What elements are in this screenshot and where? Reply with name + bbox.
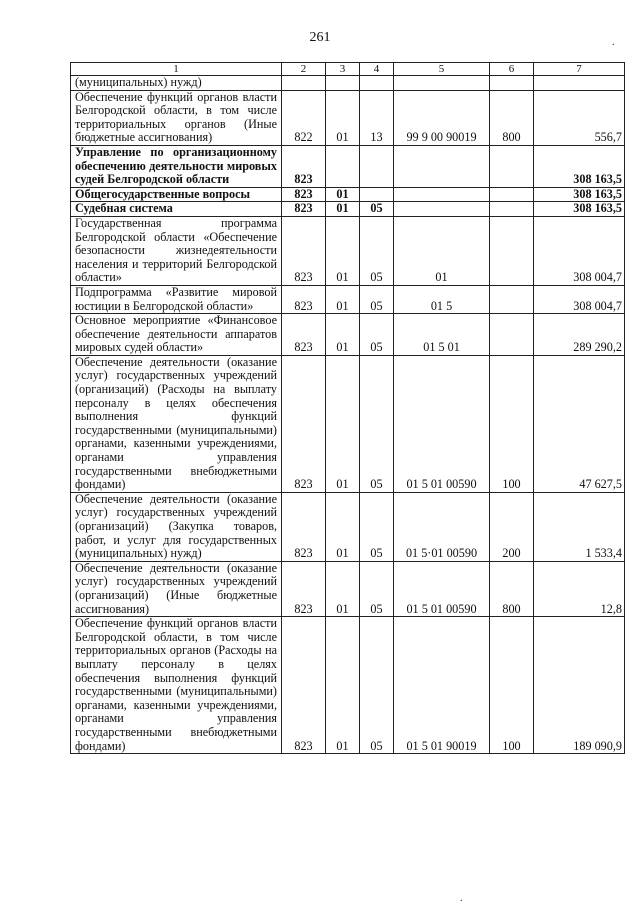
row-expense-type bbox=[490, 145, 534, 187]
row-target-article: 01 5 01 00590 bbox=[394, 561, 490, 616]
row-name: Обеспечение деятельности (оказание услуг) государственных учреждений (организаций) (Расходы на выплату персоналу в целях обеспечения выполнения функций государственными (муниципальными) органами, казенными учреждениями, органами управления государственными внебюджетными фондами) bbox=[71, 355, 282, 492]
row-target-article: 01 bbox=[394, 216, 490, 285]
row-subsection: 05 bbox=[360, 314, 394, 356]
row-amount: 1 533,4 bbox=[534, 492, 625, 561]
table-row bbox=[71, 314, 625, 356]
row-target-article bbox=[394, 202, 490, 217]
row-target-article bbox=[394, 187, 490, 202]
row-grbs: 823 bbox=[282, 145, 326, 187]
row-section: 01 bbox=[326, 90, 360, 145]
row-name: (муниципальных) нужд) bbox=[71, 76, 282, 91]
row-grbs: 823 bbox=[282, 202, 326, 217]
row-name: Судебная система bbox=[71, 202, 282, 217]
row-section: 01 bbox=[326, 355, 360, 492]
row-amount bbox=[534, 76, 625, 91]
row-grbs: 823 bbox=[282, 561, 326, 616]
row-subsection: 05 bbox=[360, 561, 394, 616]
row-expense-type: 200 bbox=[490, 492, 534, 561]
row-subsection: 05 bbox=[360, 617, 394, 754]
row-grbs bbox=[282, 76, 326, 91]
row-name: Управление по организационному обеспечению деятельности мировых судей Белгородской области bbox=[71, 145, 282, 187]
row-section: 01 bbox=[326, 561, 360, 616]
row-amount: 289 290,2 bbox=[534, 314, 625, 356]
row-subsection bbox=[360, 145, 394, 187]
row-amount: 308 004,7 bbox=[534, 216, 625, 285]
row-subsection: 05 bbox=[360, 216, 394, 285]
row-target-article: 01 5 bbox=[394, 285, 490, 313]
row-expense-type bbox=[490, 216, 534, 285]
row-name: Государственная программа Белгородской области «Обеспечение безопасности жизнедеятельности населения и территорий Белгородской области» bbox=[71, 216, 282, 285]
row-subsection: 05 bbox=[360, 355, 394, 492]
table-row bbox=[71, 187, 625, 202]
table-row bbox=[71, 355, 625, 492]
table-row bbox=[71, 285, 625, 313]
row-name: Обеспечение деятельности (оказание услуг) государственных учреждений (организаций) (Закупка товаров, работ, и услуг для государственных (муниципальных) нужд) bbox=[71, 492, 282, 561]
row-section: 01 bbox=[326, 216, 360, 285]
table-row bbox=[71, 145, 625, 187]
row-name: Обеспечение деятельности (оказание услуг) государственных учреждений (организаций) (Иные бюджетные ассигнования) bbox=[71, 561, 282, 616]
table-row bbox=[71, 90, 625, 145]
row-amount: 189 090,9 bbox=[534, 617, 625, 754]
table-row bbox=[71, 76, 625, 91]
table-row bbox=[71, 202, 625, 217]
row-section: 01 bbox=[326, 314, 360, 356]
row-grbs: 823 bbox=[282, 617, 326, 754]
row-grbs: 823 bbox=[282, 216, 326, 285]
row-expense-type bbox=[490, 285, 534, 313]
header-col-7: 7 bbox=[534, 63, 625, 76]
row-subsection: 13 bbox=[360, 90, 394, 145]
row-name: Общегосударственные вопросы bbox=[71, 187, 282, 202]
row-section: 01 bbox=[326, 617, 360, 754]
row-expense-type: 100 bbox=[490, 617, 534, 754]
row-expense-type bbox=[490, 76, 534, 91]
header-col-1: 1 bbox=[71, 63, 282, 76]
header-col-3: 3 bbox=[326, 63, 360, 76]
row-section bbox=[326, 76, 360, 91]
row-section: 01 bbox=[326, 202, 360, 217]
row-target-article: 01 5 01 90019 bbox=[394, 617, 490, 754]
row-section: 01 bbox=[326, 285, 360, 313]
row-amount: 308 163,5 bbox=[534, 187, 625, 202]
row-amount: 308 163,5 bbox=[534, 202, 625, 217]
row-target-article bbox=[394, 76, 490, 91]
row-section: 01 bbox=[326, 187, 360, 202]
row-grbs: 823 bbox=[282, 492, 326, 561]
row-expense-type bbox=[490, 202, 534, 217]
table-row bbox=[71, 561, 625, 616]
row-section: 01 bbox=[326, 492, 360, 561]
row-expense-type: 100 bbox=[490, 355, 534, 492]
page-number: 261 bbox=[309, 30, 331, 45]
row-grbs: 823 bbox=[282, 355, 326, 492]
row-expense-type bbox=[490, 187, 534, 202]
row-expense-type: 800 bbox=[490, 561, 534, 616]
row-subsection: 05 bbox=[360, 202, 394, 217]
row-subsection: 05 bbox=[360, 285, 394, 313]
row-subsection: 05 bbox=[360, 492, 394, 561]
row-target-article: 01 5·01 00590 bbox=[394, 492, 490, 561]
row-subsection bbox=[360, 187, 394, 202]
header-col-2: 2 bbox=[282, 63, 326, 76]
row-amount: 556,7 bbox=[534, 90, 625, 145]
row-target-article bbox=[394, 145, 490, 187]
row-amount: 308 163,5 bbox=[534, 145, 625, 187]
row-grbs: 823 bbox=[282, 314, 326, 356]
row-amount: 308 004,7 bbox=[534, 285, 625, 313]
row-expense-type: 800 bbox=[490, 90, 534, 145]
row-target-article: 01 5 01 00590 bbox=[394, 355, 490, 492]
table-header-row bbox=[71, 63, 625, 76]
row-amount: 12,8 bbox=[534, 561, 625, 616]
row-name: Подпрограмма «Развитие мировой юстиции в Белгородской области» bbox=[71, 285, 282, 313]
row-target-article: 01 5 01 bbox=[394, 314, 490, 356]
header-col-5: 5 bbox=[394, 63, 490, 76]
header-col-6: 6 bbox=[490, 63, 534, 76]
row-target-article: 99 9 00 90019 bbox=[394, 90, 490, 145]
row-subsection bbox=[360, 76, 394, 91]
row-expense-type bbox=[490, 314, 534, 356]
row-name: Обеспечение функций органов власти Белгородской области, в том числе территориальных органов (Расходы на выплату персоналу в целях обеспечения выполнения функций государственными (муниципальными) органами, казенными учреждениями, органами управления государственными внебюджетными фондами) bbox=[71, 617, 282, 754]
row-grbs: 822 bbox=[282, 90, 326, 145]
row-section bbox=[326, 145, 360, 187]
row-amount: 47 627,5 bbox=[534, 355, 625, 492]
row-name: Обеспечение функций органов власти Белгородской области, в том числе территориальных органов (Иные бюджетные ассигнования) bbox=[71, 90, 282, 145]
table-row bbox=[71, 216, 625, 285]
table-row bbox=[71, 492, 625, 561]
row-grbs: 823 bbox=[282, 187, 326, 202]
budget-table bbox=[70, 62, 625, 754]
table-row bbox=[71, 617, 625, 754]
row-grbs: 823 bbox=[282, 285, 326, 313]
scan-mark: . bbox=[612, 37, 615, 48]
scan-mark: . bbox=[460, 893, 463, 904]
header-col-4: 4 bbox=[360, 63, 394, 76]
row-name: Основное мероприятие «Финансовое обеспечение деятельности аппаратов мировых судей области» bbox=[71, 314, 282, 356]
